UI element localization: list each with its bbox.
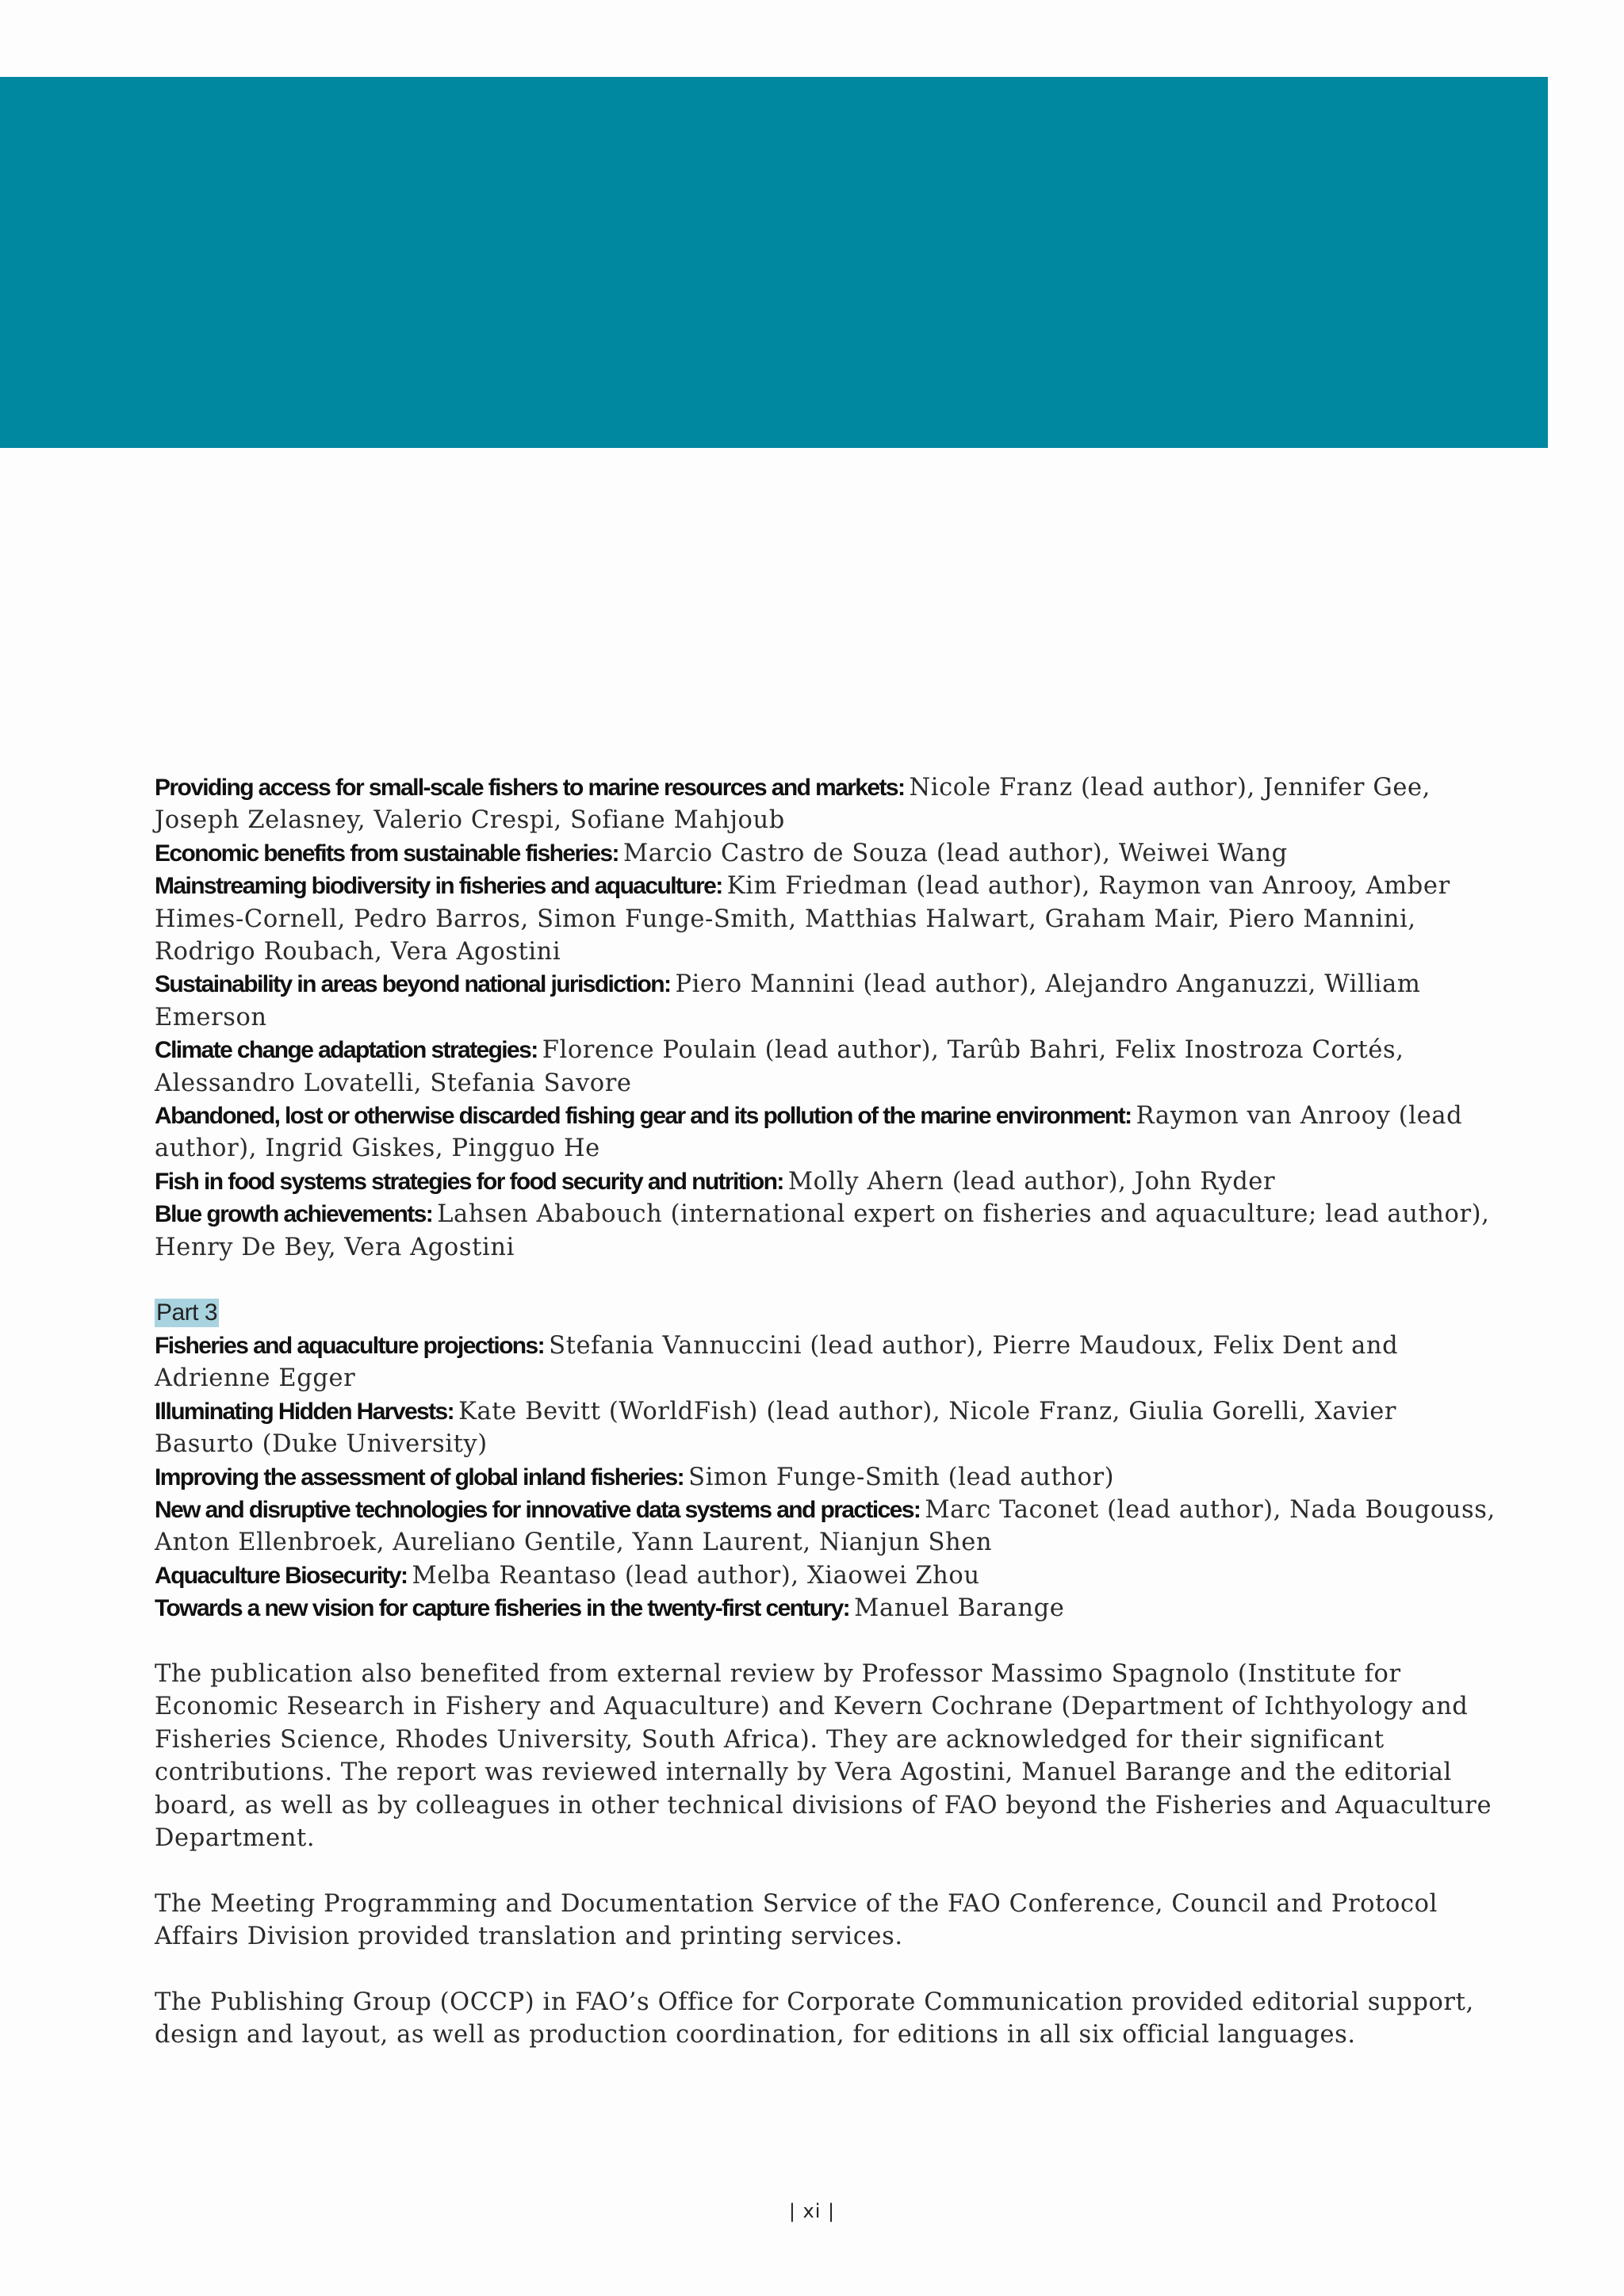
- section-title: New and disruptive technologies for innovative data systems and practices:: [155, 1496, 921, 1523]
- contributor-names: Kate Bevitt (WorldFish) (lead author), Nicole Franz, Giulia Gorelli, Xavier Basurto (Duke University): [155, 1397, 1397, 1459]
- section-title: Fish in food systems strategies for food security and nutrition:: [155, 1168, 783, 1195]
- section-title: Climate change adaptation strategies:: [155, 1037, 538, 1064]
- contributor-entry: [155, 968, 1503, 1034]
- section-title: Aquaculture Biosecurity:: [155, 1562, 408, 1589]
- contributor-names: Florence Poulain (lead author), Tarûb Bahri, Felix Inostroza Cortés, Alessandro Lovatelli, Stefania Savore: [155, 1036, 1404, 1097]
- contributor-names: Kim Friedman (lead author), Raymon van Anrooy, Amber Himes-Cornell, Pedro Barros, Simon Funge-Smith, Matthias Halwart, Graham Mair, Piero Mannini, Rodrigo Roubach, Vera Agostini: [155, 872, 1450, 966]
- section-title: Illuminating Hidden Harvests:: [155, 1398, 454, 1425]
- contributor-entry: [155, 1559, 1503, 1592]
- spacer: [155, 1954, 1503, 1986]
- contributor-entry: [155, 1198, 1503, 1264]
- contributor-entry: [155, 1330, 1503, 1395]
- contributor-names: Marc Taconet (lead author), Nada Bougouss, Anton Ellenbroek, Aureliano Gentile, Yann Laurent, Nianjun Shen: [155, 1495, 1496, 1557]
- contributor-names: Nicole Franz (lead author), Jennifer Gee, Joseph Zelasney, Valerio Crespi, Sofiane Mahjoub: [155, 774, 1431, 835]
- section-title: Fisheries and aquaculture projections:: [155, 1332, 544, 1359]
- contributor-entry: [155, 1034, 1503, 1100]
- contributor-names: Manuel Barange: [854, 1594, 1065, 1623]
- contributor-entry: [155, 1165, 1503, 1198]
- spacer: [155, 1854, 1503, 1887]
- spacer: [155, 1264, 1503, 1296]
- contributor-names: Marcio Castro de Souza (lead author), Weiwei Wang: [622, 839, 1288, 867]
- contributor-names: Lahsen Ababouch (international expert on fisheries and aquaculture; lead author), Henry De Bey, Vera Agostini: [155, 1200, 1490, 1261]
- review-paragraph: The publication also benefited from external review by Professor Massimo Spagnolo (Institute for Economic Research in Fishery and Aquaculture) and Kevern Cochrane (Department of Ichthyology and Fisheries Science, Rhodes University, South Africa). They are acknowledged for their significant contributions. The report was reviewed internally by Vera Agostini, Manuel Barange and the editorial board, as well as by colleagues in other technical divisions of FAO beyond the Fisheries and Aquaculture Department.: [155, 1659, 1492, 1852]
- acknowledgements-body: [155, 771, 1503, 2052]
- contributor-entry: [155, 1461, 1503, 1494]
- header-banner: [0, 77, 1548, 448]
- contributor-names: Stefania Vannuccini (lead author), Pierre Maudoux, Felix Dent and Adrienne Egger: [155, 1331, 1399, 1393]
- contributor-entry: [155, 1592, 1503, 1624]
- contributor-names: Molly Ahern (lead author), John Ryder: [787, 1167, 1276, 1196]
- contributor-names: Simon Funge-Smith (lead author): [688, 1463, 1115, 1491]
- section-title: Sustainability in areas beyond national jurisdiction:: [155, 971, 671, 998]
- contributor-entry: [155, 1494, 1503, 1559]
- section-title: Blue growth achievements:: [155, 1201, 433, 1228]
- contributor-entry: [155, 837, 1503, 870]
- section-title: Economic benefits from sustainable fisheries:: [155, 840, 619, 867]
- section-title: Abandoned, lost or otherwise discarded fishing gear and its pollution of the marine environment:: [155, 1103, 1132, 1130]
- contributor-names: Raymon van Anrooy (lead author), Ingrid Giskes, Pingguo He: [155, 1102, 1463, 1163]
- spacer: [155, 1625, 1503, 1658]
- contributor-entry: [155, 1100, 1503, 1165]
- contributor-entry: [155, 771, 1503, 837]
- contributor-entry: [155, 1395, 1503, 1461]
- page-number: | xi |: [788, 2200, 836, 2222]
- section-title: Providing access for small-scale fishers to marine resources and markets:: [155, 775, 905, 801]
- section-title: Improving the assessment of global inland fisheries:: [155, 1464, 684, 1490]
- section-title: Towards a new vision for capture fisheries in the twenty-first century:: [155, 1595, 850, 1622]
- publishing-paragraph: The Publishing Group (OCCP) in FAO’s Office for Corporate Communication provided editorial support, design and layout, as well as production coordination, for editions in all six official languages.: [155, 1988, 1474, 2049]
- translation-paragraph: The Meeting Programming and Documentation Service of the FAO Conference, Council and Protocol Affairs Division provided translation and printing services.: [155, 1889, 1438, 1951]
- part-heading: Part 3: [156, 1299, 218, 1326]
- contributor-entry: [155, 870, 1503, 968]
- contributor-names: Piero Mannini (lead author), Alejandro Anganuzzi, William Emerson: [155, 970, 1421, 1031]
- section-title: Mainstreaming biodiversity in fisheries and aquaculture:: [155, 873, 722, 900]
- contributor-names: Melba Reantaso (lead author), Xiaowei Zhou: [412, 1561, 980, 1590]
